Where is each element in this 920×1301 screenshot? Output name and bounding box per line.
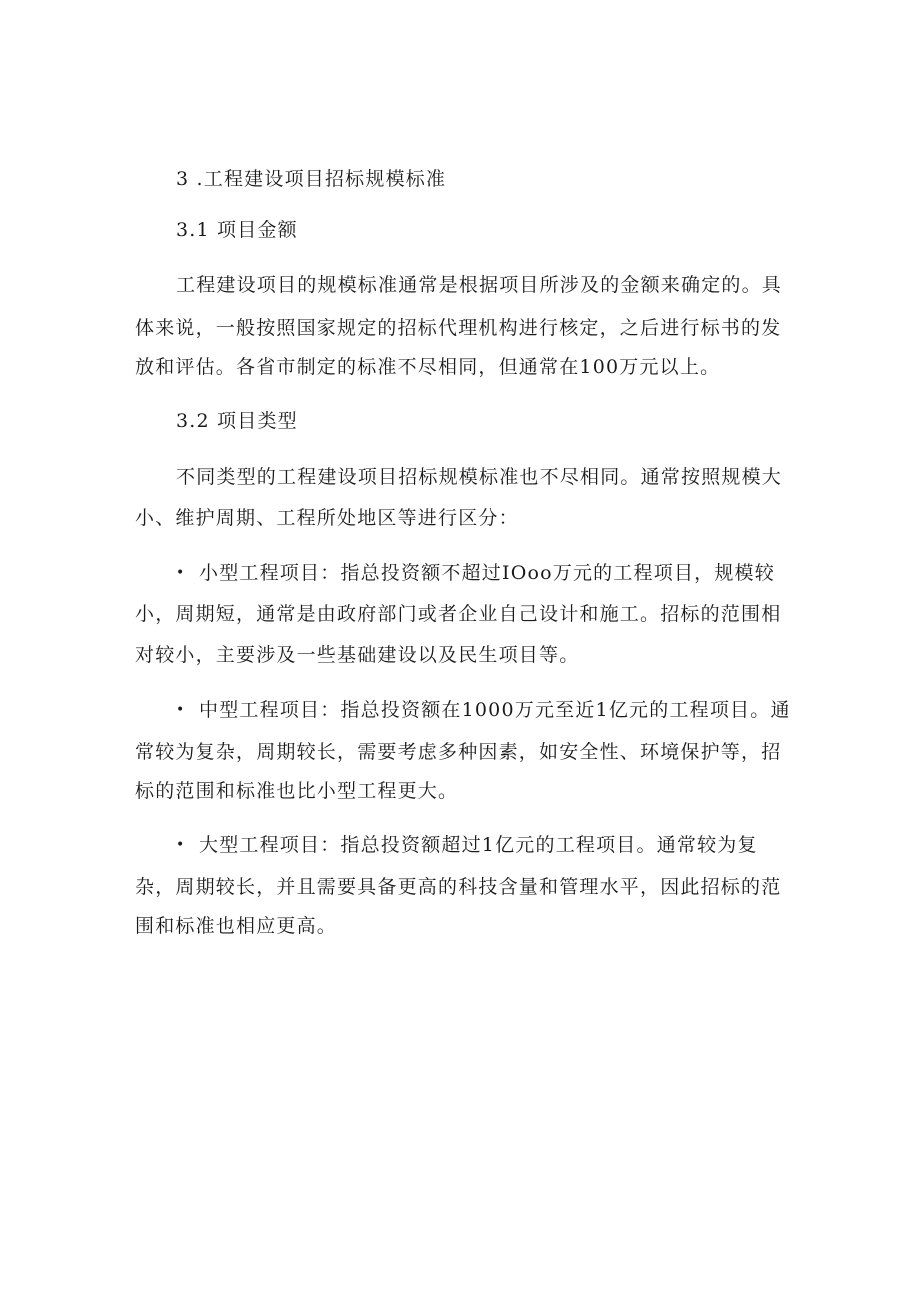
bullet-icon: • [176, 702, 185, 718]
bullet-line: 对较小，主要涉及一些基础建设以及民生项目等。 [135, 644, 580, 666]
section-3-heading: 3 .工程建设项目招标规模标准 [176, 168, 447, 190]
paragraph-line: 放和评估。各省市制定的标准不尽相同，但通常在100万元以上。 [135, 356, 721, 378]
paragraph-line: 体来说，一般按照国家规定的招标代理机构进行核定，之后进行标书的发 [135, 317, 782, 339]
bullet-icon: • [176, 837, 185, 853]
bullet-line: 杂，周期较长，并且需要具备更高的科技含量和管理水平，因此招标的范 [135, 876, 782, 898]
bullet-line: 小型工程项目：指总投资额不超过IOoo万元的工程项目，规模较 [199, 562, 775, 584]
section-3-1-heading: 3.1 项目金额 [176, 219, 298, 241]
section-3-2-heading: 3.2 项目类型 [176, 410, 298, 432]
bullet-line: 常较为复杂，周期较长，需要考虑多种因素，如安全性、环境保护等，招 [135, 741, 782, 763]
bullet-line: 大型工程项目：指总投资额超过1亿元的工程项目。通常较为复 [199, 834, 758, 856]
paragraph-line: 小、维护周期、工程所处地区等进行区分： [135, 507, 519, 529]
bullet-line: 小，周期短，通常是由政府部门或者企业自己设计和施工。招标的范围相 [135, 603, 782, 625]
paragraph-line: 工程建设项目的规模标准通常是根据项目所涉及的金额来确定的。具 [176, 274, 783, 296]
bullet-line: 标的范围和标准也比小型工程更大。 [135, 780, 459, 802]
bullet-icon: • [176, 565, 185, 581]
bullet-line: 中型工程项目：指总投资额在1000万元至近1亿元的工程项目。通 [199, 699, 791, 721]
paragraph-line: 不同类型的工程建设项目招标规模标准也不尽相同。通常按照规模大 [176, 466, 783, 488]
bullet-line: 围和标准也相应更高。 [135, 915, 338, 937]
